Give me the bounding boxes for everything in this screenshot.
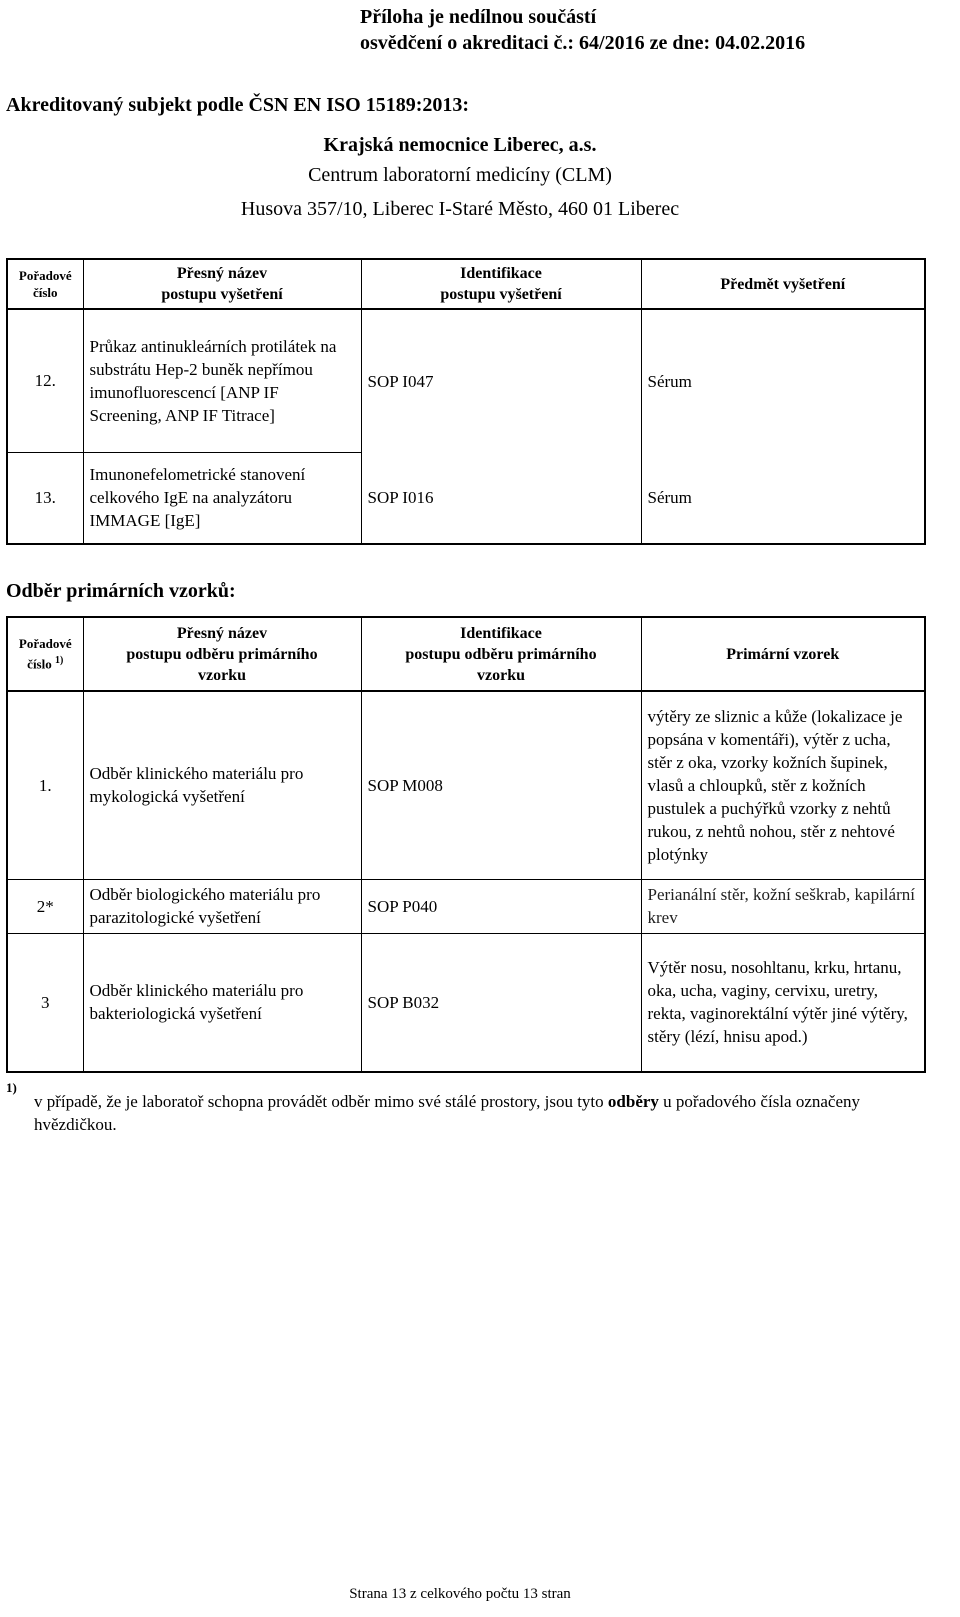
exam-col-name-line1: Přesný název bbox=[176, 265, 268, 282]
sampling-row-num: 2* bbox=[7, 879, 83, 933]
sampling-row-name: Odběr klinického materiálu pro bakteriologická vyšetření bbox=[83, 933, 361, 1072]
exam-row-id: SOP I016 bbox=[361, 452, 641, 544]
sampling-col-name-line3: vzorku bbox=[198, 666, 246, 684]
sampling-row-sample: Perianální stěr, kožní seškrab, kapilární krev bbox=[641, 879, 925, 933]
sampling-row-name: Odběr klinického materiálu pro mykologická vyšetření bbox=[83, 691, 361, 879]
annex-line-2: osvědčení o akreditaci č.: 64/2016 ze dne: 04.02.2016 bbox=[360, 32, 806, 54]
accredited-subject: Akreditovaný subjekt podle ČSN EN ISO 15189:2013: bbox=[6, 94, 470, 116]
org-address: Husova 357/10, Liberec I-Staré Město, 460 01 Liberec bbox=[240, 198, 680, 220]
sampling-col-id-line2: postupu odběru primárního bbox=[405, 645, 597, 663]
sampling-col-name-line1: Přesný název bbox=[176, 624, 268, 642]
table-row bbox=[7, 933, 925, 1072]
footnote-ref: 1) bbox=[54, 655, 64, 667]
sampling-col-name-line2: postupu odběru primárního bbox=[126, 645, 318, 663]
exam-row-id: SOP I047 bbox=[361, 309, 641, 452]
exam-col-subject: Předmět vyšetření bbox=[641, 259, 925, 309]
exam-col-id bbox=[361, 259, 641, 309]
sampling-row-num: 1. bbox=[7, 691, 83, 879]
sampling-col-order-line1: Pořadové bbox=[18, 636, 72, 652]
exam-col-order: Pořadové číslo bbox=[7, 259, 83, 309]
exam-table bbox=[6, 258, 926, 545]
table-row bbox=[7, 309, 925, 452]
exam-row-subject: Sérum bbox=[641, 309, 925, 452]
exam-row-subject: Sérum bbox=[641, 452, 925, 544]
sampling-table bbox=[6, 616, 926, 1073]
exam-row-name: Imunonefelometrické stanovení celkového IgE na analyzátoru IMMAGE [IgE] bbox=[83, 452, 361, 544]
footnote-bold-word: odběry bbox=[607, 1092, 659, 1111]
footnote-text: v případě, že je laboratoř schopna provádět odběr mimo své stálé prostory, jsou tyto odběry u pořadového čísla označeny hvězdičkou. bbox=[34, 1092, 861, 1134]
sampling-col-id bbox=[361, 617, 641, 691]
table-row bbox=[7, 452, 925, 544]
sampling-row-id: SOP M008 bbox=[361, 691, 641, 879]
sampling-col-order bbox=[7, 617, 83, 691]
table-row bbox=[7, 879, 925, 933]
exam-col-name-line2: postupu vyšetření bbox=[161, 286, 283, 303]
exam-col-name bbox=[83, 259, 361, 309]
sampling-row-sample: Výtěr nosu, nosohltanu, krku, hrtanu, oka, ucha, vaginy, cervixu, uretry, rekta, vaginorektální výtěr jiné výtěry, stěry (lézí, hnisu apod.) bbox=[641, 933, 925, 1072]
sampling-row-sample: výtěry ze sliznic a kůže (lokalizace je popsána v komentáři), výtěr z ucha, stěr z oka, vzorky kožních šupinek, vlasů a chloupků, stěr z kožních pustulek a puchýřků vzorky z nehtů rukou, z nehtů nohou, stěr z nehtové plotýnky bbox=[641, 691, 925, 879]
sampling-row-name: Odběr biologického materiálu pro parazitologické vyšetření bbox=[83, 879, 361, 933]
footnote-marker: 1) bbox=[6, 1080, 17, 1095]
sampling-row-num: 3 bbox=[7, 933, 83, 1072]
sampling-row-id: SOP P040 bbox=[361, 879, 641, 933]
sampling-col-id-line1: Identifikace bbox=[460, 624, 542, 642]
sampling-col-name bbox=[83, 617, 361, 691]
exam-col-id-line2: postupu vyšetření bbox=[440, 286, 562, 303]
table-row bbox=[7, 691, 925, 879]
exam-row-num: 12. bbox=[7, 309, 83, 452]
org-unit: Centrum laboratorní medicíny (CLM) bbox=[308, 164, 612, 186]
sampling-col-sample: Primární vzorek bbox=[641, 617, 925, 691]
org-name: Krajská nemocnice Liberec, a.s. bbox=[323, 134, 597, 156]
exam-col-id-line1: Identifikace bbox=[460, 265, 542, 282]
exam-row-name: Průkaz antinukleárních protilátek na substrátu Hep-2 buněk nepřímou imunofluorescencí [ANP IF Screening, ANP IF Titrace] bbox=[83, 309, 361, 452]
section-title: Odběr primárních vzorků: bbox=[6, 580, 236, 602]
sampling-col-id-line3: vzorku bbox=[477, 666, 525, 684]
annex-line-1: Příloha je nedílnou součástí bbox=[360, 6, 597, 28]
exam-row-num: 13. bbox=[7, 452, 83, 544]
sampling-row-id: SOP B032 bbox=[361, 933, 641, 1072]
sampling-col-order-line2: číslo $^{1)}$ bbox=[27, 655, 64, 672]
page-footer: Strana 13 z celkového počtu 13 stran bbox=[349, 1586, 571, 1602]
